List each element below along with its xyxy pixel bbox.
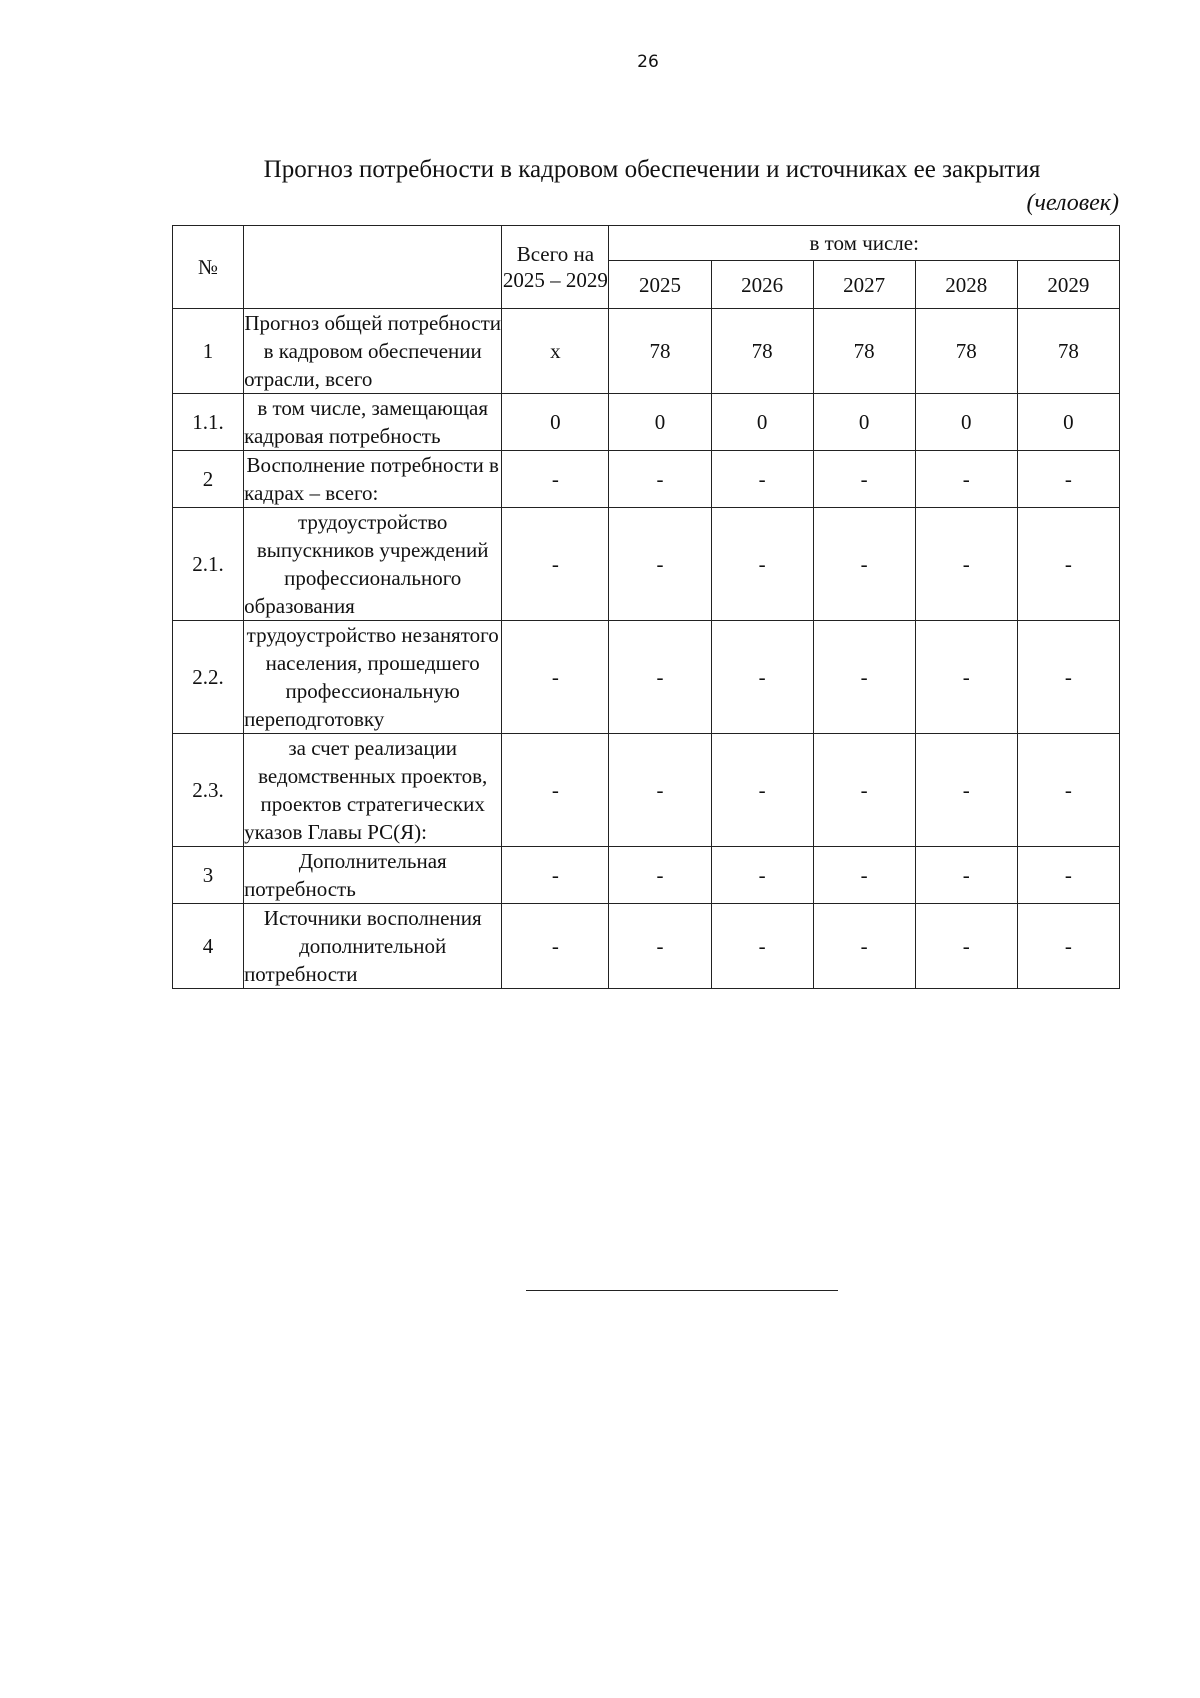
row-value: 0 bbox=[1017, 394, 1119, 451]
table-row bbox=[173, 904, 1120, 989]
row-value: - bbox=[1017, 508, 1119, 621]
row-number: 3 bbox=[173, 847, 244, 904]
header-number: № bbox=[173, 226, 244, 309]
header-year: 2025 bbox=[609, 261, 711, 309]
row-value: - bbox=[711, 451, 813, 508]
row-name: Прогноз общей потребности в кадровом обеспечении отрасли, всего bbox=[244, 309, 502, 394]
row-total: 0 bbox=[502, 394, 609, 451]
row-value: - bbox=[609, 904, 711, 989]
row-value: 78 bbox=[915, 309, 1017, 394]
row-name: за счет реализации ведомственных проектов, проектов стратегических указов Главы РС(Я): bbox=[244, 734, 502, 847]
row-value: - bbox=[915, 847, 1017, 904]
row-value: - bbox=[1017, 847, 1119, 904]
row-value: - bbox=[609, 508, 711, 621]
row-value: - bbox=[813, 621, 915, 734]
end-rule bbox=[526, 1290, 838, 1291]
row-value: - bbox=[1017, 621, 1119, 734]
table-row bbox=[173, 847, 1120, 904]
row-total: - bbox=[502, 451, 609, 508]
header-name bbox=[244, 226, 502, 309]
table-row bbox=[173, 309, 1120, 394]
row-number: 2.3. bbox=[173, 734, 244, 847]
row-name: трудоустройство выпускников учреждений профессионального образования bbox=[244, 508, 502, 621]
row-name: в том числе, замещающая кадровая потребность bbox=[244, 394, 502, 451]
row-value: 0 bbox=[711, 394, 813, 451]
row-value: - bbox=[813, 508, 915, 621]
row-name: Восполнение потребности в кадрах – всего: bbox=[244, 451, 502, 508]
header-total: Всего на 2025 – 2029 bbox=[502, 226, 609, 309]
row-value: 78 bbox=[609, 309, 711, 394]
row-value: - bbox=[609, 847, 711, 904]
row-number: 4 bbox=[173, 904, 244, 989]
table-row bbox=[173, 451, 1120, 508]
row-value: - bbox=[915, 734, 1017, 847]
row-value: 0 bbox=[813, 394, 915, 451]
row-number: 2.2. bbox=[173, 621, 244, 734]
row-name: Источники восполнения дополнительной потребности bbox=[244, 904, 502, 989]
row-value: - bbox=[1017, 904, 1119, 989]
row-number: 1.1. bbox=[173, 394, 244, 451]
row-total: - bbox=[502, 904, 609, 989]
page-number: 26 bbox=[637, 52, 659, 72]
row-value: - bbox=[711, 621, 813, 734]
table-row bbox=[173, 621, 1120, 734]
row-value: - bbox=[609, 451, 711, 508]
header-year: 2027 bbox=[813, 261, 915, 309]
row-total: - bbox=[502, 621, 609, 734]
row-value: - bbox=[915, 621, 1017, 734]
row-value: - bbox=[813, 734, 915, 847]
row-number: 2 bbox=[173, 451, 244, 508]
row-value: - bbox=[915, 508, 1017, 621]
row-value: - bbox=[1017, 451, 1119, 508]
row-total: - bbox=[502, 734, 609, 847]
header-year: 2029 bbox=[1017, 261, 1119, 309]
row-total: - bbox=[502, 508, 609, 621]
row-value: - bbox=[609, 621, 711, 734]
header-row bbox=[173, 226, 1120, 261]
row-name: трудоустройство незанятого населения, прошедшего профессиональную переподготовку bbox=[244, 621, 502, 734]
row-value: - bbox=[711, 508, 813, 621]
table-row bbox=[173, 394, 1120, 451]
row-value: 78 bbox=[813, 309, 915, 394]
row-name: Дополнительная потребность bbox=[244, 847, 502, 904]
row-value: - bbox=[711, 847, 813, 904]
row-value: - bbox=[813, 451, 915, 508]
row-total: - bbox=[502, 847, 609, 904]
row-value: - bbox=[915, 451, 1017, 508]
table-row bbox=[173, 734, 1120, 847]
table-title: Прогноз потребности в кадровом обеспечении и источниках ее закрытия bbox=[263, 156, 1041, 183]
row-value: 78 bbox=[1017, 309, 1119, 394]
forecast-table bbox=[172, 225, 1120, 989]
table-row bbox=[173, 508, 1120, 621]
header-year: 2028 bbox=[915, 261, 1017, 309]
row-value: - bbox=[915, 904, 1017, 989]
row-value: - bbox=[609, 734, 711, 847]
row-value: - bbox=[813, 904, 915, 989]
row-total: х bbox=[502, 309, 609, 394]
row-number: 1 bbox=[173, 309, 244, 394]
row-value: 78 bbox=[711, 309, 813, 394]
header-including: в том числе: bbox=[609, 226, 1120, 261]
row-value: - bbox=[711, 904, 813, 989]
row-value: - bbox=[813, 847, 915, 904]
row-value: 0 bbox=[915, 394, 1017, 451]
header-year: 2026 bbox=[711, 261, 813, 309]
row-value: - bbox=[1017, 734, 1119, 847]
row-value: 0 bbox=[609, 394, 711, 451]
row-value: - bbox=[711, 734, 813, 847]
row-number: 2.1. bbox=[173, 508, 244, 621]
units-label: (человек) bbox=[1026, 190, 1119, 216]
